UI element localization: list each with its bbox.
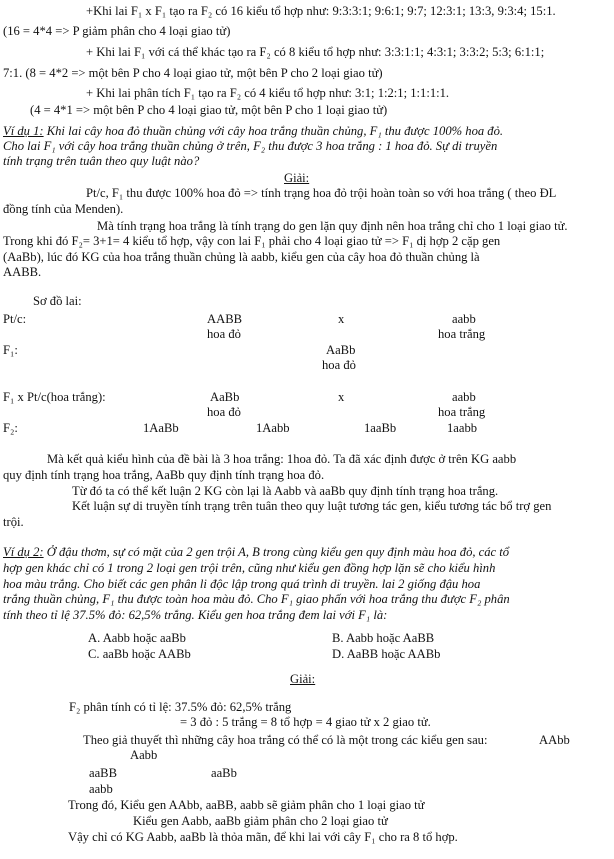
text-line: 7:1. (8 = 4*2 => một bên P cho 4 loại giao tử, một bên P cho 2 loại giao tử): [3, 66, 383, 80]
text-line: Cho lai F₁ với cây hoa trắng thuần chủng ở trên, F₂ thu được 3 hoa trắng : 1 hoa đỏ. Sự di truyền: [3, 139, 498, 153]
text-line: Theo giả thuyết thì những cây hoa trắng có thể có là một trong các kiểu gen sau:: [83, 733, 488, 747]
text-line: quy định tính trạng hoa trắng, AaBb quy định tính trạng hoa đỏ.: [3, 468, 325, 482]
ptc-label: Pt/c:: [3, 312, 27, 326]
example-1-question: Ví dụ 1: Khi lai cây hoa đỏ thuần chủng với cây hoa trắng thuần chủng, F₁ thu được 100% hoa đỏ.: [3, 124, 504, 138]
genotype: aaBb: [211, 766, 237, 780]
genotype: Aabb: [130, 748, 158, 762]
option-c[interactable]: C. aaBb hoặc AABb: [88, 647, 191, 661]
phenotype: hoa đỏ: [322, 358, 356, 372]
solution-label: Giải:: [284, 171, 310, 185]
genotype: AaBb: [326, 343, 356, 357]
phenotype: hoa đỏ: [207, 405, 241, 419]
genotype: aabb: [452, 390, 476, 404]
text-line: + Khi lai phân tích F₁ tạo ra F₂ có 4 kiểu tổ hợp như: 3:1; 1:2:1; 1:1:1:1.: [86, 86, 450, 100]
genotype: 1aabb: [447, 421, 478, 435]
text-line: Kiểu gen Aabb, aaBb giảm phân cho 2 loại giao tử: [133, 814, 388, 828]
text-line: trội.: [3, 515, 24, 529]
text-line: Trong đó, Kiểu gen AAbb, aaBB, aabb sẽ giảm phân cho 1 loại giao tử: [68, 798, 425, 812]
f1-label: F₁:: [3, 343, 18, 357]
phenotype: hoa đỏ: [207, 327, 241, 341]
text-line: tính trạng trên tuân theo quy luật nào?: [3, 154, 200, 168]
text-line: tính theo tỉ lệ 37.5% đỏ: 62,5% trắng. Kiểu gen hoa trắng đem lai với F₁ là:: [3, 608, 388, 622]
text-line: Kết luận sự di truyền tính trạng trên tuân theo quy luật tương tác gen, kiểu tương tác bổ trợ gen: [72, 499, 552, 513]
text-line: đồng tính của Menden).: [3, 202, 124, 216]
text-line: (4 = 4*1 => một bên P cho 4 loại giao tử, một bên P cho 1 loại giao tử): [30, 103, 388, 117]
genotype: aabb: [89, 782, 113, 796]
text-line: Mà tính trạng hoa trắng là tính trạng do gen lặn quy định nên hoa trắng chỉ cho 1 loại giao tử.: [97, 219, 568, 233]
text-line: Pt/c, F₁ thu được 100% hoa đỏ => tính trạng hoa đỏ trội hoàn toàn so với hoa trắng ( theo ĐL: [86, 186, 557, 200]
genotype: aabb: [452, 312, 476, 326]
f2-label: F₂:: [3, 421, 18, 435]
genotype: 1AaBb: [143, 421, 179, 435]
text-line: hợp gen khác chỉ có 1 trong 2 loại gen trội trên, cũng như kiểu gen đồng hợp lặn sẽ cho kiểu hình: [3, 561, 496, 575]
text-line: F₂ phân tính có tỉ lệ: 37.5% đỏ: 62,5% trắng: [69, 700, 292, 714]
diagram-label: Sơ đồ lai:: [33, 294, 82, 308]
genotype: AaBb: [210, 390, 240, 404]
cross-sign: x: [338, 390, 345, 404]
text-line: Từ đó ta có thể kết luận 2 KG còn lại là Aabb và aaBb quy định tính trạng hoa trắng.: [72, 484, 499, 498]
example-1-title: Ví dụ 1:: [3, 124, 44, 138]
text-line: +Khi lai F₁ x F₁ tạo ra F₂ có 16 kiểu tổ hợp như: 9:3:3:1; 9:6:1; 9:7; 12:3:1; 13:3, 9:3:4; 15:1.: [86, 4, 556, 18]
text-line: + Khi lai F₁ với cá thể khác tạo ra F₂ có 8 kiểu tổ hợp như: 3:3:1:1; 4:3:1; 3:3:2; 5:3; 6:1:1;: [86, 45, 545, 59]
genotype: aaBB: [89, 766, 117, 780]
text-line: Mà kết quả kiểu hình của đề bài là 3 hoa trắng: 1hoa đỏ. Ta đã xác định được ở trên KG aabb: [47, 452, 517, 466]
text-line: Vậy chỉ có KG Aabb, aaBb là thỏa mãn, để khi lai với cây F₁ cho ra 8 tổ hợp.: [68, 830, 458, 844]
text-line: (AaBb), lúc đó KG của hoa trắng thuần chủng là aabb, kiểu gen của cây hoa đỏ thuần chủng là: [3, 250, 480, 264]
backcross-label: F₁ x Pt/c(hoa trắng):: [3, 390, 106, 404]
example-2-title: Ví dụ 2:: [3, 545, 44, 559]
text-line: (16 = 4*4 => P giảm phân cho 4 loại giao tử): [3, 24, 231, 38]
option-a[interactable]: A. Aabb hoặc aaBb: [88, 631, 186, 645]
text-line: = 3 đỏ : 5 trắng = 8 tổ hợp = 4 giao tử x 2 giao tử.: [180, 715, 431, 729]
cross-sign: x: [338, 312, 345, 326]
option-d[interactable]: D. AaBB hoặc AABb: [332, 647, 441, 661]
genotype: 1aaBb: [364, 421, 397, 435]
phenotype: hoa trắng: [438, 327, 486, 341]
phenotype: hoa trắng: [438, 405, 486, 419]
option-b[interactable]: B. Aabb hoặc AaBB: [332, 631, 435, 645]
text-line: hoa màu trắng. Cho biết các gen phân li độc lập trong quá trình di truyền. lai 2 giống đậu hoa: [3, 577, 481, 591]
genotype: AABB: [207, 312, 242, 326]
text-line: Trong khi đó F₂= 3+1= 4 kiểu tổ hợp, vậy con lai F₁ phải cho 4 loại giao tử => F₁ dị hợp 2 cặp gen: [3, 234, 501, 248]
genotype: 1Aabb: [256, 421, 290, 435]
solution-label: Giải:: [290, 672, 316, 686]
text-line: trắng thuần chủng, F₁ thu được toàn hoa màu đỏ. Cho F₁ giao phấn với hoa trắng thu được F₂ phân: [3, 592, 510, 606]
text-line: AABB.: [3, 265, 42, 279]
example-2-question: Ví dụ 2: Ở đậu thơm, sự có mặt của 2 gen trội A, B trong cùng kiểu gen quy định màu hoa đỏ, các tổ: [3, 545, 510, 559]
genotype: AAbb: [539, 733, 570, 747]
